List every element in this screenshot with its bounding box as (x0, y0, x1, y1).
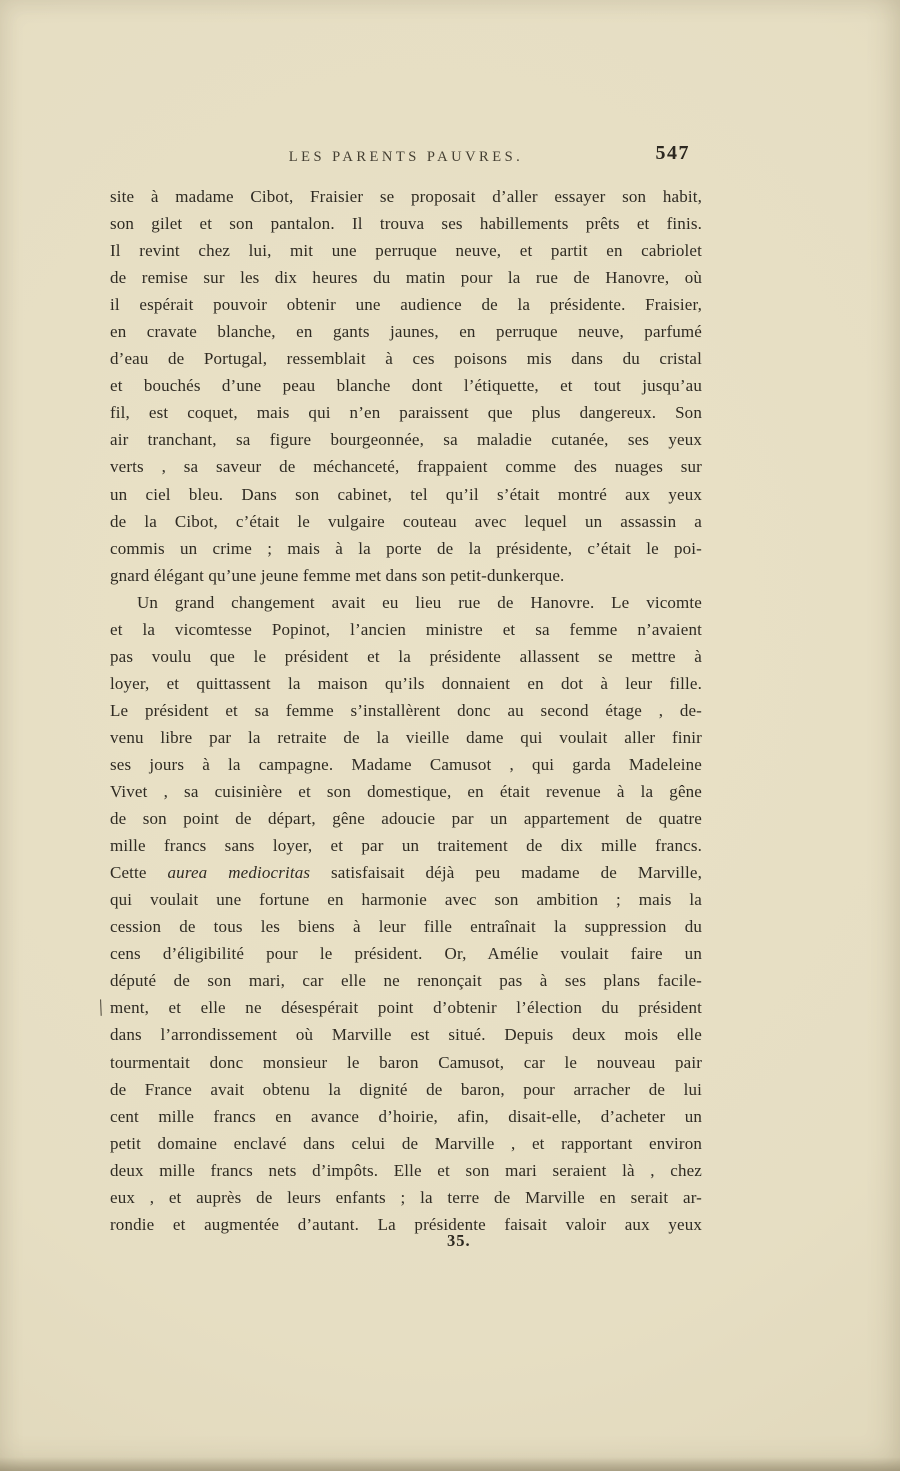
text-line: Un grand changement avait eu lieu rue de Hanovre. Le vicomte (137, 592, 702, 612)
text-line: d’eau de Portugal, ressemblait à ces poisons mis dans du cristal (110, 349, 702, 369)
text-line: qui voulait une fortune en harmonie avec son ambition ; mais la (110, 890, 702, 910)
text-line: tourmentait donc monsieur le baron Camusot, car le nouveau pair (110, 1052, 702, 1072)
text-line: il espérait pouvoir obtenir une audience de la présidente. Fraisier, (110, 295, 702, 315)
text-line: de France avait obtenu la dignité de baron, pour arracher de lui (110, 1079, 702, 1099)
text-segment: satisfaisait déjà peu madame de Marville, (310, 863, 702, 883)
text-line: un ciel bleu. Dans son cabinet, tel qu’il s’était montré aux yeux (110, 484, 702, 504)
text-line: petit domaine enclavé dans celui de Marville , et rapportant environ (110, 1133, 702, 1153)
text-segment: Cette (110, 863, 168, 883)
text-line: et la vicomtesse Popinot, l’ancien ministre et sa femme n’avaient (110, 619, 702, 639)
running-title: LES PARENTS PAUVRES. (288, 149, 524, 165)
italic-text-segment: aurea mediocritas (167, 863, 311, 883)
text-line: député de son mari, car elle ne renonçait pas à ses plans facile- (110, 971, 702, 991)
text-line: gnard élégant qu’une jeune femme met dans son petit-dunkerque. (110, 565, 565, 585)
text-line: loyer, et quittassent la maison qu’ils donnaient en dot à leur fille. (110, 673, 702, 693)
text-line: Vivet , sa cuisinière et son domestique, en était revenue à la gêne (110, 782, 702, 802)
page-header (110, 142, 702, 172)
text-line: fil, est coquet, mais qui n’en paraissent que plus dangereux. Son (110, 403, 702, 423)
text-line: cens d’éligibilité pour le président. Or, Amélie voulait faire un (110, 944, 702, 964)
text-line: mille francs sans loyer, et par un traitement de dix mille francs. (110, 836, 702, 856)
paragraph (110, 183, 702, 589)
text-line: de la Cibot, c’était le vulgaire couteau avec lequel un assassin a (110, 511, 702, 531)
text-line: cession de tous les biens à leur fille entraînait la suppression du (110, 917, 702, 937)
text-line: pas voulu que le président et la présidente allassent se mettre à (110, 646, 702, 666)
text-line: en cravate blanche, en gants jaunes, en perruque neuve, parfumé (110, 322, 702, 342)
text-line: verts , sa saveur de méchanceté, frappaient comme des nuages sur (110, 457, 702, 477)
text-line: son gilet et son pantalon. Il trouva ses habillements prêts et finis. (110, 214, 702, 234)
text-line: rondie et augmentée d’autant. La présidente faisait valoir aux yeux (110, 1214, 702, 1234)
text-line: dans l’arrondissement où Marville est situé. Depuis deux mois elle (110, 1025, 702, 1045)
text-line: air tranchant, sa figure bourgeonnée, sa maladie cutanée, ses yeux (110, 430, 702, 450)
page-body-text (110, 183, 702, 1238)
signature-mark: 35. (447, 1231, 471, 1250)
text-line: venu libre par la retraite de la vieille dame qui voulait aller finir (110, 727, 702, 747)
text-line: site à madame Cibot, Fraisier se proposait d’aller essayer son habit, (110, 187, 702, 206)
text-line: Il revint chez lui, mit une perruque neuve, et partit en cabriolet (110, 241, 702, 261)
marginal-print-mark: | (98, 995, 103, 1017)
text-line: cent mille francs en avance d’hoirie, afin, disait-elle, d’acheter un (110, 1106, 702, 1126)
text-line: commis un crime ; mais à la porte de la présidente, c’était le poi- (110, 538, 702, 558)
text-line: de son point de départ, gêne adoucie par un appartement de quatre (110, 809, 702, 829)
text-line: Le président et sa femme s’installèrent donc au second étage , de- (110, 700, 702, 720)
text-line: ses jours à la campagne. Madame Camusot , qui garda Madeleine (110, 754, 702, 774)
page-number: 547 (655, 142, 690, 164)
text-line: ment, et elle ne désespérait point d’obtenir l’élection du président (110, 998, 702, 1018)
text-line: eux , et auprès de leurs enfants ; la terre de Marville en serait ar- (110, 1187, 702, 1207)
text-line (110, 859, 702, 886)
text-line: et bouchés d’une peau blanche dont l’étiquette, et tout jusqu’au (110, 376, 702, 396)
text-line: deux mille francs nets d’impôts. Elle et son mari seraient là , chez (110, 1160, 702, 1180)
text-line: de remise sur les dix heures du matin pour la rue de Hanovre, où (110, 268, 702, 288)
paragraph (110, 589, 702, 1238)
